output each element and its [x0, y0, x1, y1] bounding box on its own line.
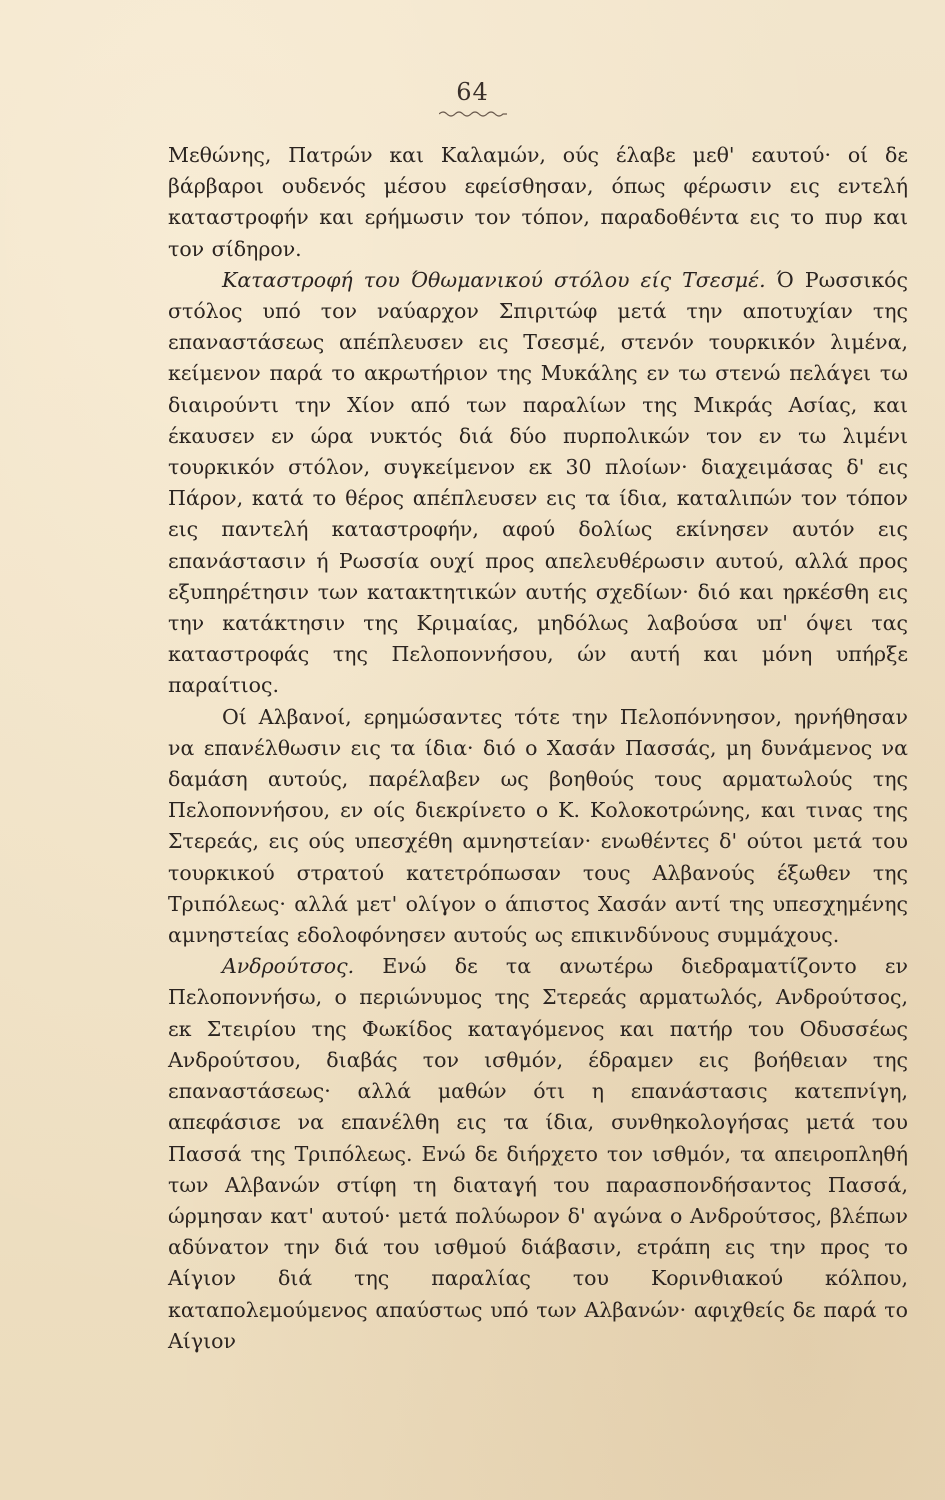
paragraph-text: Μεθώνης, Πατρών και Καλαμών, ούς έλαβε μεθ' εαυτού· οί δε βάρβαροι ουδενός μέσου εφείσθησαν, όπως φέρωσιν εις εντελή καταστροφήν και ερήμωσιν τον τόπον, παραδοθέντα εις το πυρ και τον σίδηρον. [168, 143, 908, 261]
paragraph-3 [168, 702, 908, 952]
paragraph-text: Οί Αλβανοί, ερημώσαντες τότε την Πελοπόννησον, ηρνήθησαν να επανέλθωσιν εις τα ίδια· διό ο Χασάν Πασσάς, μη δυνάμενος να δαμάση αυτούς, παρέλαβεν ως βοηθούς τους αρματωλούς της Πελοποννήσου, εν οίς διεκρίνετο ο Κ. Κολοκοτρώνης, και τινας της Στερεάς, εις ούς υπεσχέθη αμνηστείαν· ενωθέντες δ' ούτοι μετά του τουρκικού στρατού κατετρόπωσαν τους Αλβανούς έξωθεν της Τριπόλεως· αλλά μετ' ολίγον ο άπιστος Χασάν αντί της υπεσχημένης αμνηστείας εδολοφόνησεν αυτούς ως επικινδύνους συμμάχους. [168, 704, 908, 948]
section-heading: Ανδρούτσος. [222, 954, 355, 979]
wavy-rule-ornament [439, 110, 507, 118]
paragraph-1 [168, 140, 908, 265]
body-text [168, 140, 908, 1357]
paragraph-2 [168, 265, 908, 702]
paragraph-text: Ό Ρωσσικός στόλος υπό τον ναύαρχον Σπιριτώφ μετά την αποτυχίαν της επαναστάσεως απέπλευσεν εις Τσεσμέ, στενόν τουρκικόν λιμένα, κείμενον παρά το ακρωτήριον της Μυκάλης εν τω στενώ πελάγει τω διαιρούντι την Χίον από των παραλίων της Μικράς Ασίας, και έκαυσεν εν ώρα νυκτός διά δύο πυρπολικών τον εν τω λιμένι τουρκικόν στόλον, συγκείμενον εκ 30 πλοίων· διαχειμάσας δ' εις Πάρον, κατά το θέρος απέπλευσεν εις τα ίδια, καταλιπών τον τόπον εις παντελή καταστροφήν, αφού δολίως εκίνησεν αυτόν εις επανάστασιν ή Ρωσσία ουχί προς απελευθέρωσιν αυτού, αλλά προς εξυπηρέτησιν των κατακτητικών αυτής σχεδίων· διό και ηρκέσθη εις την κατάκτησιν της Κριμαίας, μηδόλως λαβούσα υπ' όψει τας καταστροφάς της Πελοποννήσου, ών αυτή και μόνη υπήρξε παραίτιος. [168, 267, 908, 698]
section-heading: Καταστροφή του Όθωμανικού στόλου είς Τσεσμέ. [222, 267, 766, 292]
page-number: 64 [456, 78, 489, 106]
paragraph-text: Ενώ δε τα ανωτέρω διεδραματίζοντο εν Πελοποννήσω, ο περιώνυμος της Στερεάς αρματωλός, Ανδρούτσος, εκ Στειρίου της Φωκίδος καταγόμενος και πατήρ του Οδυσσέως Ανδρούτσου, διαβάς τον ισθμόν, έδραμεν εις βοήθειαν της επαναστάσεως· αλλά μαθών ότι η επανάστασις κατεπνίγη, απεφάσισε να επανέλθη εις τα ίδια, συνθηκολογήσας μετά του Πασσά της Τριπόλεως. Ενώ δε διήρχετο τον ισθμόν, τα απειροπληθή των Αλβανών στίφη τη διαταγή του παρασπονδήσαντος Πασσά, ώρμησαν κατ' αυτού· μετά πολύωρον δ' αγώνα ο Ανδρούτσος, βλέπων αδύνατον την διά του ισθμού διάβασιν, ετράπη εις την προς το Αίγιον διά της παραλίας του Κορινθιακού κόλπου, καταπολεμούμενος απαύστως υπό των Αλβανών· αφιχθείς δε παρά το Αίγιον [168, 954, 908, 1353]
paragraph-4 [168, 951, 908, 1357]
